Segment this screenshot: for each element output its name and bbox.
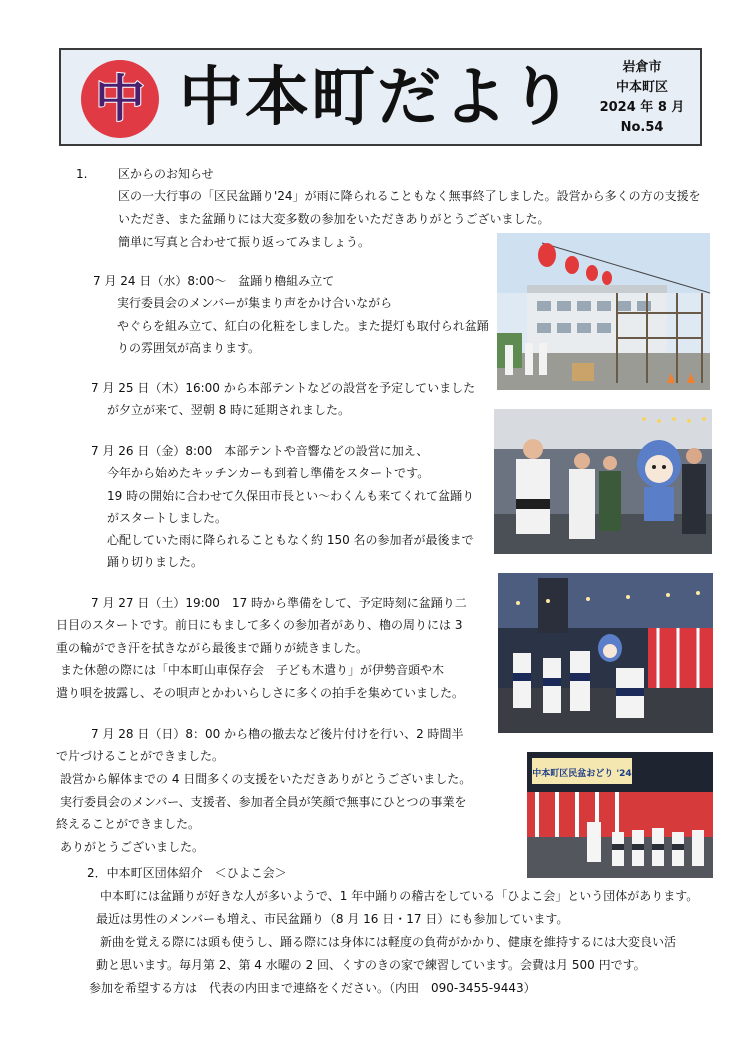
intro-line: いただき、また盆踊りには大変多数の参加をいただきありがとうございました。 [118, 212, 550, 226]
entry-line: 重の輪ができ汗を拭きながら最後まで踊りが続きました。 [56, 641, 369, 655]
issue-number: No.54 [620, 120, 664, 135]
intro-line: 簡単に写真と合わせて振り返ってみましょう。 [118, 235, 371, 249]
entry-line: やぐらを組み立て、紅白の化粧をしました。また提灯も取付られ盆踊 [117, 319, 489, 333]
entry-july24-heading: 7 月 24 日（水）8:00～ 盆踊り櫓組み立て [93, 274, 335, 288]
section2-line: 最近は男性のメンバーも増え、市民盆踊り（8 月 16 日・17 日）にも参加しています。 [96, 912, 569, 926]
entry-line: 今年から始めたキッチンカーも到着し準備をスタートです。 [107, 466, 430, 480]
section1-number: 1. [76, 167, 88, 181]
entry-july25-heading: 7 月 25 日（木）16:00 から本部テントなどの設営を予定していました [91, 381, 476, 395]
section1-heading: 区からのお知らせ [118, 167, 214, 181]
logo-emblem [81, 60, 159, 138]
entry-line: が夕立が来て、翌朝 8 時に延期されました。 [107, 403, 351, 417]
photo-yagura-assembly [497, 233, 710, 390]
entry-line: 終えることができました。 [56, 817, 201, 831]
logo-character: 中 [95, 70, 145, 128]
section2-line: 中本町には盆踊りが好きな人が多いようで、1 年中踊りの稽古をしている「ひよこ会」という団体があります。 [100, 889, 699, 903]
entry-line: 日目のスタートです。前日にもまして多くの参加者があり、櫓の周りには 3 [56, 618, 463, 632]
entry-july26-heading: 7 月 26 日（金）8:00 本部テントや音響などの設営に加え、 [91, 444, 429, 458]
entry-line: 19 時の開始に合わせて久保田市長とい～わくんも来てくれて盆踊り [107, 489, 475, 503]
section2-line: 新曲を覚える際には頭も使うし、踊る際には身体には軽度の負荷がかかり、健康を維持するには大変良い活 [100, 935, 677, 949]
entry-july27-heading: 7 月 27 日（土）19:00 17 時から準備をして、予定時刻に盆踊り二 [91, 596, 467, 610]
newsletter-header [59, 48, 702, 146]
entry-line: 実行委員会のメンバー、支援者、参加者全員が笑顔で無事にひとつの事業を [60, 795, 467, 809]
header-meta [594, 58, 690, 138]
entry-line: 踊り切りました。 [107, 555, 204, 569]
entry-line: ありがとうございました。 [60, 840, 205, 854]
entry-line: 実行委員会のメンバーが集まり声をかけ合いながら [117, 296, 393, 310]
issue-date: 2024 年 8 月 [599, 100, 685, 115]
entry-line: で片づけることができました。 [56, 749, 225, 763]
section2-contact-line: 参加を希望する方は 代表の内田まで連絡をください。（内田 090-3455-9443） [89, 981, 536, 995]
district-name: 中本町区 [615, 80, 668, 95]
intro-line: 区の一大行事の「区民盆踊り'24」が雨に降られることもなく無事終了しました。設営から多くの方の支援を [118, 189, 701, 203]
newsletter-title: 中本町だより [179, 61, 575, 135]
banner-text: 中本町区民盆おどり '24 [532, 769, 632, 779]
entry-line: 設営から解体までの 4 日間多くの支援をいただきありがとうございました。 [60, 772, 472, 786]
entry-line: 遣り唄を披露し、その唄声とかわいらしさに多くの拍手を集めていました。 [56, 686, 465, 700]
entry-line: りの雰囲気が高まります。 [117, 341, 261, 355]
photo-mayor-and-mascot [494, 409, 712, 554]
entry-line: 心配していた雨に降られることもなく約 150 名の参加者が最後まで [107, 533, 474, 547]
photo-kids-kiyari [527, 752, 713, 878]
section2-line: 動と思います。毎月第 2、第 4 水曜の 2 回、くすのきの家で練習しています。会費は月 500 円です。 [96, 958, 646, 972]
city-name: 岩倉市 [622, 60, 662, 75]
entry-july28-heading: 7 月 28 日（日）8：00 から櫓の撤去など後片付けを行い、2 時間半 [91, 727, 464, 741]
entry-line: また休憩の際には「中本町山車保存会 子ども木遣り」が伊勢音頭や木 [60, 663, 445, 677]
photo-night-dancing [498, 573, 713, 733]
section2-heading: 2．中本町区団体紹介 ＜ひよこ会＞ [87, 866, 287, 880]
entry-line: がスタートしました。 [107, 511, 228, 525]
